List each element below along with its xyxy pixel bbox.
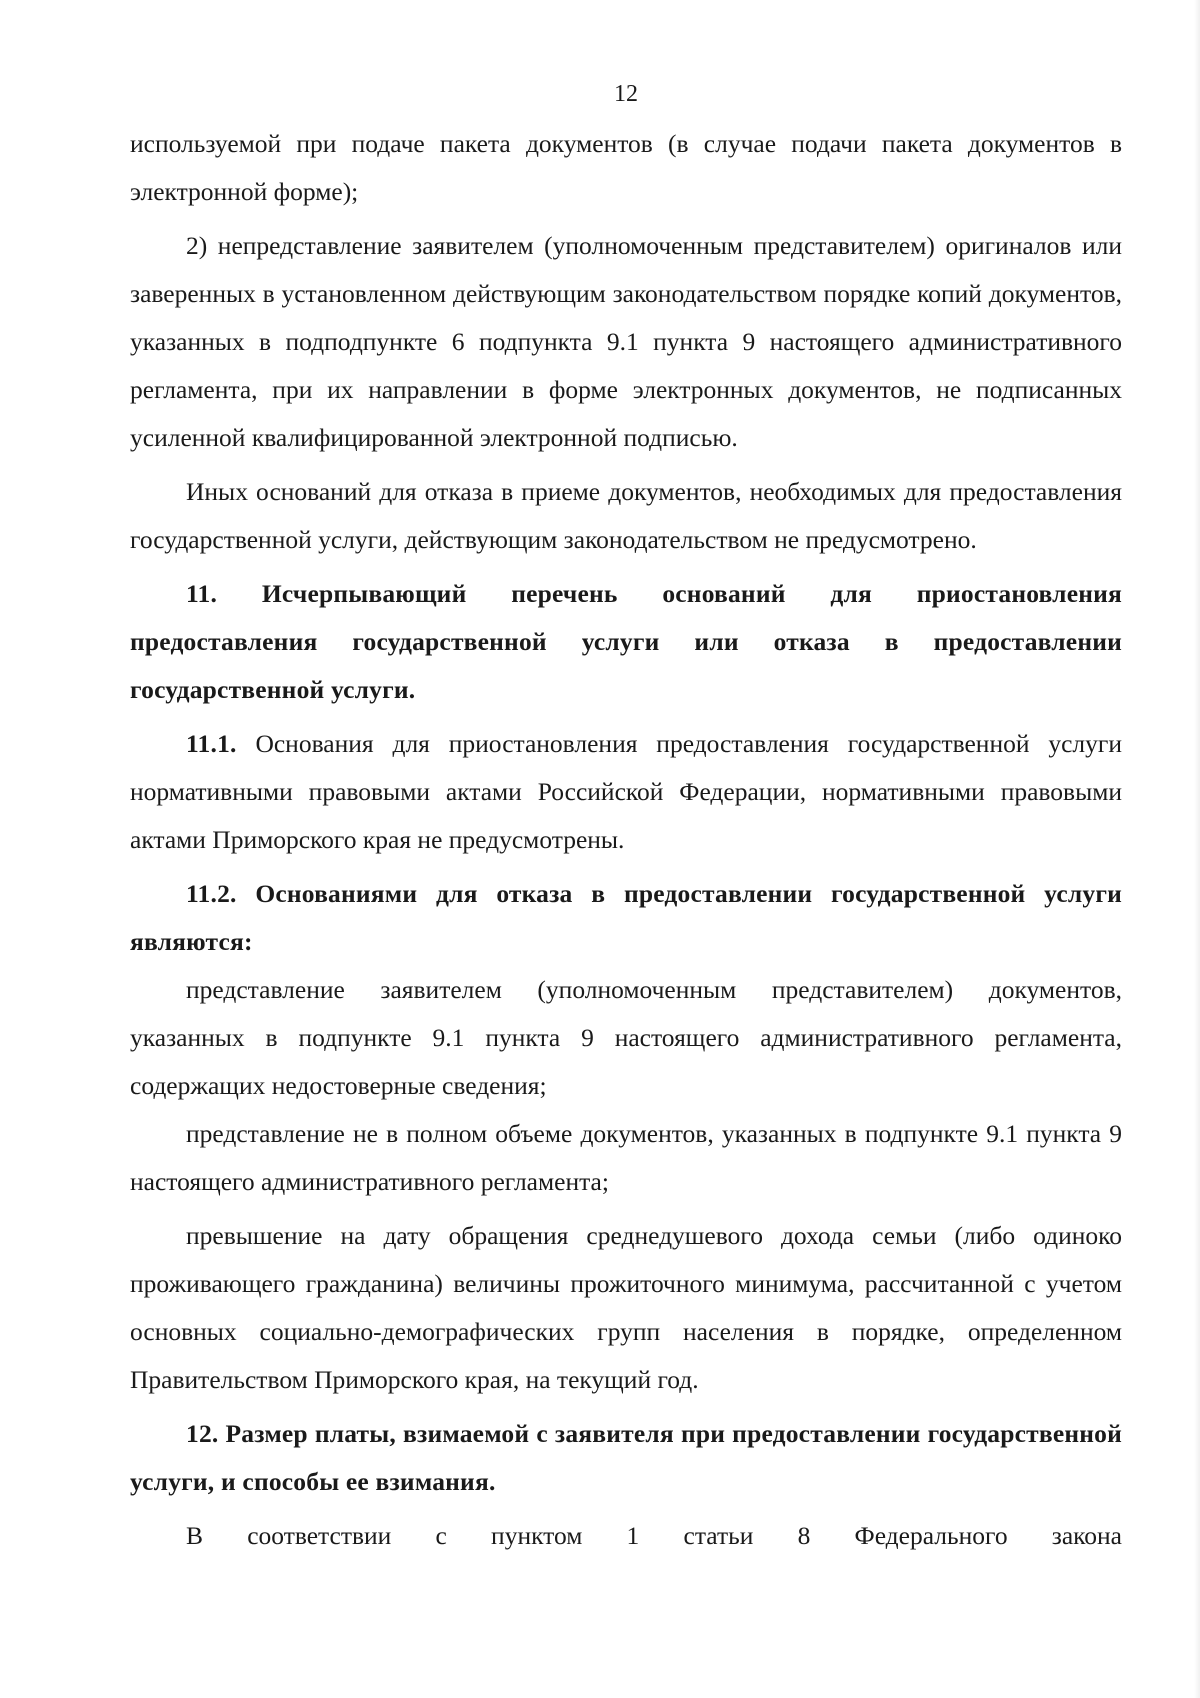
paragraph-section-12-start: В соответствии с пунктом 1 статьи 8 Федерального закона [186, 1521, 1122, 1550]
section-11-2-heading: 11.2. Основаниями для отказа в предоставлении государственной услуги являются: [130, 879, 1122, 956]
paragraph-continuation: используемой при подаче пакета документов (в случае подачи пакета документов в электронной форме); [130, 129, 1122, 206]
section-11-heading: 11. Исчерпывающий перечень оснований для приостановления предоставления государственной услуги или отказа в предоставлении государственной услуги. [130, 579, 1122, 704]
paragraph-no-other-grounds: Иных оснований для отказа в приеме документов, необходимых для предоставления государственной услуги, действующим законодательством не предусмотрено. [130, 477, 1122, 554]
list-item-incomplete-docs: представление не в полном объеме документов, указанных в подпункте 9.1 пункта 9 настоящего административного регламента; [130, 1119, 1122, 1196]
list-item-unreliable-info: представление заявителем (уполномоченным представителем) документов, указанных в подпункте 9.1 пункта 9 настоящего административного регламента, содержащих недостоверные сведения; [130, 975, 1122, 1100]
page-number: 12 [614, 81, 638, 107]
paragraph-11-1-text: Основания для приостановления предоставления государственной услуги нормативными правовыми актами Российской Федерации, нормативными правовыми актами Приморского края не предусмотрены. [130, 729, 1122, 854]
section-12-heading: 12. Размер платы, взимаемой с заявителя при предоставлении государственной услуги, и способы ее взимания. [130, 1419, 1122, 1496]
list-item-income-exceeded: превышение на дату обращения среднедушевого дохода семьи (либо одиноко проживающего гражданина) величины прожиточного минимума, рассчитанной с учетом основных социально-демографических групп населения в порядке, определенном Правительством Приморского края, на текущий год. [130, 1221, 1122, 1394]
document-page [130, 74, 1122, 1560]
paragraph-11-1 [130, 720, 1122, 864]
paragraph-item-2: 2) непредставление заявителем (уполномоченным представителем) оригиналов или заверенных в установленном действующим законодательством порядке копий документов, указанных в подподпункте 6 подпункта 9.1 пункта 9 настоящего административного регламента, при их направлении в форме электронных документов, не подписанных усиленной квалифицированной электронной подписью. [130, 231, 1122, 452]
clause-number-11-1: 11.1. [186, 729, 237, 758]
scan-edge-shadow [1194, 0, 1200, 1698]
